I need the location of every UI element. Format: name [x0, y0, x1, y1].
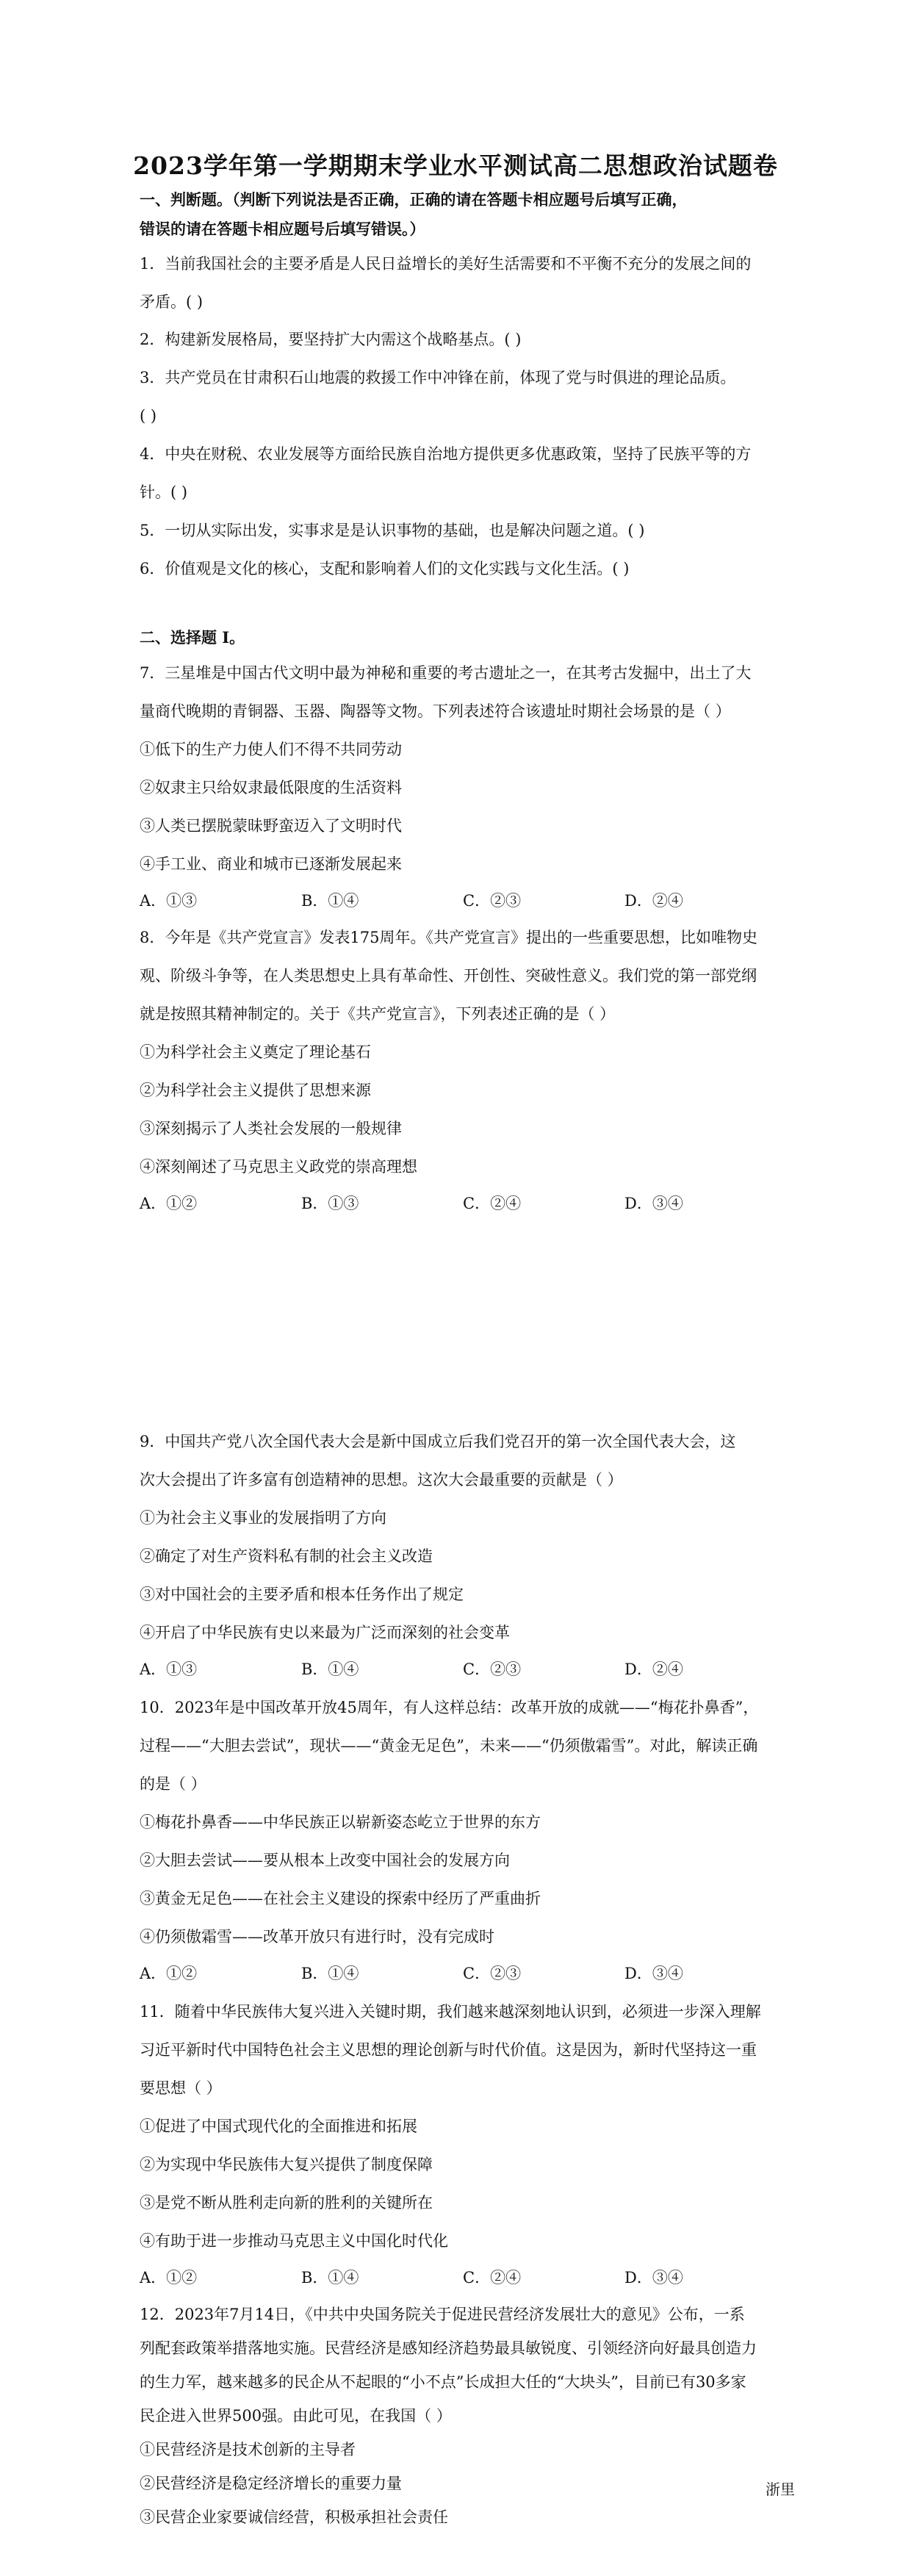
q10-option-4: ④仍须傲霜雪——改革开放只有进行时，没有完成时 — [140, 1928, 494, 1946]
q11-line1: 11．随着中华民族伟大复兴进入关键时期，我们越来越深刻地认识到，必须进一步深入理解 — [140, 2003, 761, 2021]
q8-option-1: ①为科学社会主义奠定了理论基石 — [140, 1043, 371, 1061]
q9-choice-c: C．②③ — [463, 1661, 522, 1678]
section1-heading-line1: 一、判断题。（判断下列说法是否正确，正确的请在答题卡相应题号后填写正确， — [140, 190, 688, 209]
q12-option-2: ②民营经济是稳定经济增长的重要力量 — [140, 2475, 402, 2492]
q7-line2: 量商代晚期的青铜器、玉器、陶器等文物。下列表述符合该遗址时期社会场景的是（ ） — [140, 702, 731, 720]
q9-choice-b: B．①④ — [301, 1661, 359, 1678]
q11-option-2: ②为实现中华民族伟大复兴提供了制度保障 — [140, 2156, 433, 2173]
q8-line1: 8．今年是《共产党宣言》发表175周年。《共产党宣言》提出的一些重要思想，比如唯物史 — [140, 929, 757, 946]
q10-option-3: ③黄金无足色——在社会主义建设的探索中经历了严重曲折 — [140, 1890, 541, 1907]
q10-choice-b: B．①④ — [301, 1965, 359, 1982]
q8-choice-a: A．①② — [140, 1195, 198, 1212]
q7-choice-a: A．①③ — [140, 892, 198, 910]
q1-line2: 矛盾。( ) — [140, 293, 204, 311]
q9-option-3: ③对中国社会的主要矛盾和根本任务作出了规定 — [140, 1586, 464, 1603]
q11-choice-a: A．①② — [140, 2269, 198, 2287]
q11-option-3: ③是党不断从胜利走向新的胜利的关键所在 — [140, 2194, 433, 2212]
section2-heading: 二、选择题 I。 — [140, 628, 245, 647]
q9-line1: 9．中国共产党八次全国代表大会是新中国成立后我们党召开的第一次全国代表大会，这 — [140, 1433, 736, 1450]
q7-choice-b: B．①④ — [301, 892, 359, 910]
q10-choice-a: A．①② — [140, 1965, 198, 1982]
q8-line3: 就是按照其精神制定的。关于《共产党宣言》，下列表述正确的是（ ） — [140, 1005, 616, 1023]
q11-line2: 习近平新时代中国特色社会主义思想的理论创新与时代价值。这是因为，新时代坚持这一重 — [140, 2041, 757, 2059]
q12-line2: 列配套政策举措落地实施。民营经济是感知经济趋势最具敏锐度、引领经济向好最具创造力 — [140, 2339, 757, 2357]
q1-line1: 1．当前我国社会的主要矛盾是人民日益增长的美好生活需要和不平衡不充分的发展之间的 — [140, 255, 752, 273]
q8-option-2: ②为科学社会主义提供了思想来源 — [140, 1082, 371, 1099]
q11-line3: 要思想（ ） — [140, 2079, 222, 2097]
q11-option-1: ①促进了中国式现代化的全面推进和拓展 — [140, 2118, 417, 2135]
q9-option-2: ②确定了对生产资料私有制的社会主义改造 — [140, 1547, 433, 1565]
q11-choice-c: C．②④ — [463, 2269, 522, 2287]
q3-line2: ( ) — [140, 407, 157, 425]
q7-line1: 7．三星堆是中国古代文明中最为神秘和重要的考古遗址之一，在其考古发掘中，出土了大 — [140, 664, 752, 682]
q12-line3: 的生力军，越来越多的民企从不起眼的“小不点”长成担大任的“大块头”，目前已有30多家 — [140, 2373, 746, 2391]
q10-line1: 10．2023年是中国改革开放45周年，有人这样总结：改革开放的成就——“梅花扑鼻香”， — [140, 1699, 759, 1716]
q12-option-1: ①民营经济是技术创新的主导者 — [140, 2441, 356, 2458]
q8-choice-d: D．③④ — [624, 1195, 683, 1212]
q10-choice-d: D．③④ — [624, 1965, 683, 1982]
q10-option-2: ②大胆去尝试——要从根本上改变中国社会的发展方向 — [140, 1852, 510, 1869]
q8-line2: 观、阶级斗争等，在人类思想史上具有革命性、开创性、突破性意义。我们党的第一部党纲 — [140, 967, 757, 985]
q7-choice-c: C．②③ — [463, 892, 522, 910]
q7-option-3: ③人类已摆脱蒙昧野蛮迈入了文明时代 — [140, 817, 402, 835]
q5-text: 5．一切从实际出发，实事求是是认识事物的基础，也是解决问题之道。( ) — [140, 522, 645, 539]
q10-line3: 的是（ ） — [140, 1775, 206, 1793]
q11-choice-d: D．③④ — [624, 2269, 683, 2287]
q10-line2: 过程——“大胆去尝试”，现状——“黄金无足色”，未来——“仍须傲霜雪”。对此，解读正确 — [140, 1737, 758, 1755]
q9-choice-a: A．①③ — [140, 1661, 198, 1678]
q10-option-1: ①梅花扑鼻香——中华民族正以崭新姿态屹立于世界的东方 — [140, 1813, 541, 1831]
page-footer: 浙里 — [766, 2480, 795, 2498]
q9-option-1: ①为社会主义事业的发展指明了方向 — [140, 1509, 386, 1527]
q8-option-4: ④深刻阐述了马克思主义政党的崇高理想 — [140, 1158, 417, 1176]
q8-option-3: ③深刻揭示了人类社会发展的一般规律 — [140, 1120, 402, 1137]
q8-choice-b: B．①③ — [301, 1195, 359, 1212]
q12-line4: 民企进入世界500强。由此可见，在我国（ ） — [140, 2407, 452, 2425]
q7-option-2: ②奴隶主只给奴隶最低限度的生活资料 — [140, 779, 402, 796]
q9-line2: 次大会提出了许多富有创造精神的思想。这次大会最重要的贡献是（ ） — [140, 1471, 623, 1489]
q8-choice-c: C．②④ — [463, 1195, 522, 1212]
exam-title: 2023学年第一学期期末学业水平测试高二思想政治试题卷 — [133, 151, 778, 180]
q6-text: 6．价值观是文化的核心，支配和影响着人们的文化实践与文化生活。( ) — [140, 560, 630, 578]
q11-choice-b: B．①④ — [301, 2269, 359, 2287]
q3-line1: 3．共产党员在甘肃积石山地震的救援工作中冲锋在前，体现了党与时俱进的理论品质。 — [140, 369, 736, 386]
q7-option-1: ①低下的生产力使人们不得不共同劳动 — [140, 741, 402, 758]
q4-line1: 4．中央在财税、农业发展等方面给民族自治地方提供更多优惠政策，坚持了民族平等的方 — [140, 445, 752, 463]
q9-choice-d: D．②④ — [624, 1661, 683, 1678]
q4-line2: 针。( ) — [140, 483, 188, 501]
q9-option-4: ④开启了中华民族有史以来最为广泛而深刻的社会变革 — [140, 1624, 510, 1641]
q2-text: 2．构建新发展格局，要坚持扩大内需这个战略基点。( ) — [140, 331, 522, 348]
q10-choice-c: C．②③ — [463, 1965, 522, 1982]
q7-option-4: ④手工业、商业和城市已逐渐发展起来 — [140, 855, 402, 873]
q11-option-4: ④有助于进一步推动马克思主义中国化时代化 — [140, 2232, 448, 2250]
q12-option-3: ③民营企业家要诚信经营，积极承担社会责任 — [140, 2508, 448, 2526]
q7-choice-d: D．②④ — [624, 892, 683, 910]
section1-heading-line2: 错误的请在答题卡相应题号后填写错误。） — [140, 220, 425, 238]
q12-line1: 12．2023年7月14日，《中共中央国务院关于促进民营经济发展壮大的意见》公布，一系 — [140, 2306, 745, 2323]
